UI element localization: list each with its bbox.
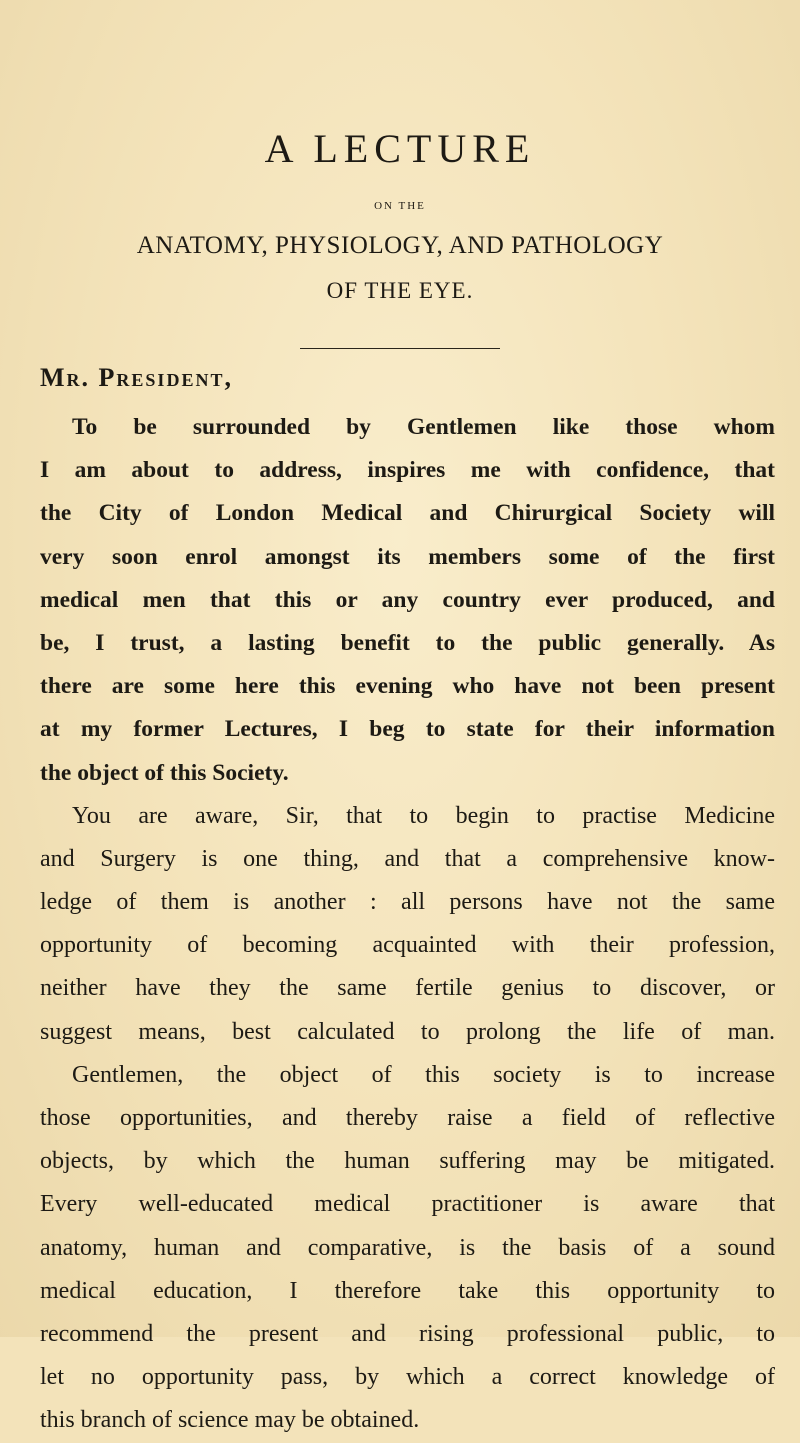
subtitle-line-1: ANATOMY, PHYSIOLOGY, AND PATHOLOGY — [136, 232, 664, 259]
text-line: anatomy, human and comparative, is the basis of a sound — [40, 1234, 775, 1261]
title-connector: ON THE — [374, 200, 426, 212]
text-line: Gentlemen, the object of this society is to increase — [72, 1061, 775, 1088]
text-line: ledge of them is another : all persons have not the same — [40, 889, 775, 916]
subtitle-line-2: OF THE EYE. — [326, 278, 474, 303]
text-line: at my former Lectures, I beg to state for their information — [40, 716, 775, 743]
text-line: You are aware, Sir, that to begin to practise Medicine — [72, 802, 775, 829]
text-line: objects, by which the human suffering may be mitigated. — [40, 1148, 775, 1175]
text-line: I am about to address, inspires me with confidence, that — [40, 457, 775, 484]
text-line: medical education, I therefore take this opportunity to — [40, 1277, 775, 1304]
salutation: Mr. President, — [40, 363, 233, 392]
text-line: and Surgery is one thing, and that a comprehensive know- — [40, 845, 775, 872]
text-line: opportunity of becoming acquainted with their profession, — [40, 932, 775, 959]
text-line: the City of London Medical and Chirurgical Society will — [40, 500, 775, 527]
text-line: neither have they the same fertile genius to discover, or — [40, 975, 775, 1002]
text-line: Every well-educated medical practitioner is aware that — [40, 1191, 775, 1218]
text-line: very soon enrol amongst its members some of the first — [40, 543, 775, 570]
text-line: medical men that this or any country ever produced, and — [40, 586, 775, 613]
text-line: this branch of science may be obtained. — [40, 1407, 420, 1434]
title-divider — [300, 348, 500, 349]
document-title: A LECTURE — [264, 126, 536, 171]
text-line: suggest means, best calculated to prolong the life of man. — [40, 1018, 775, 1045]
text-line: recommend the present and rising professional public, to — [40, 1320, 775, 1347]
lecture-body — [40, 406, 775, 1443]
text-line: the object of this Society. — [40, 759, 289, 786]
text-line: those opportunities, and thereby raise a field of reflective — [40, 1105, 775, 1131]
text-line: To be surrounded by Gentlemen like those whom — [72, 414, 775, 440]
text-line: be, I trust, a lasting benefit to the public generally. As — [40, 629, 775, 656]
text-line: let no opportunity pass, by which a correct knowledge of — [40, 1364, 775, 1391]
text-line: there are some here this evening who have not been present — [40, 673, 775, 700]
